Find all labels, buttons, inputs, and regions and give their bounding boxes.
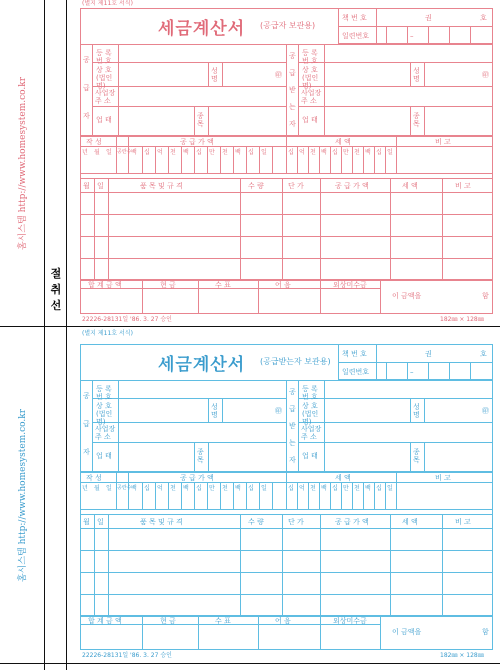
serial-cell	[386, 27, 387, 44]
digit-label: 백	[131, 485, 137, 492]
biz-item-label: 종 목	[197, 112, 204, 128]
cut-char: 절	[50, 267, 62, 280]
tax-digit-label: 천	[354, 149, 360, 156]
totals-header: 어 음	[275, 281, 291, 289]
item-table	[80, 178, 493, 280]
item-row	[80, 258, 493, 259]
digit-label: 일	[261, 149, 267, 156]
tax-digit-col	[363, 146, 364, 174]
digit-col	[220, 482, 221, 510]
tax-digit-col	[330, 482, 331, 510]
tax-digit-label: 십	[288, 149, 294, 156]
date-sub: 월	[94, 149, 100, 156]
address-label: 사업장 주 소	[95, 89, 116, 105]
serial-cell	[449, 27, 450, 44]
digit-col	[272, 146, 273, 174]
tax-digit-col	[374, 482, 375, 510]
party-row-line	[92, 86, 286, 87]
party-side-col	[92, 380, 93, 472]
cut-char: 선	[50, 299, 62, 312]
party-row-line	[92, 62, 286, 63]
tax-digit-label: 십	[376, 485, 382, 492]
cut-line-bottom	[0, 663, 500, 664]
buyer-address-label: 사업장 주 소	[301, 89, 322, 105]
digit-col	[272, 482, 273, 510]
tax-digit-col	[374, 146, 375, 174]
buyer-biz-item-label: 종 목	[413, 112, 420, 128]
digit-col	[233, 146, 234, 174]
buyer-address-label: 사업장 주 소	[301, 425, 322, 441]
digit-label: 십	[248, 149, 254, 156]
totals-header: 어 음	[275, 617, 291, 625]
digit-label: 백	[183, 149, 189, 156]
tax-digit-label: 백	[321, 149, 327, 156]
digit-col	[168, 482, 169, 510]
footer-note: 22226-28131일 '86. 3. 27 승인	[82, 316, 172, 323]
buyer-name-label: 상 호 (법인명)	[302, 66, 319, 90]
item-col-line	[94, 514, 95, 616]
serial-dash: –	[410, 368, 414, 376]
date-head: 작 성	[86, 138, 102, 146]
digit-label: 만	[209, 149, 215, 156]
digit-label: 백	[183, 485, 189, 492]
item-col-line	[320, 514, 321, 616]
item-col-line	[108, 178, 109, 280]
tax-digit-label: 천	[310, 485, 316, 492]
vertical-divider-2	[66, 0, 67, 670]
buyer-side-char: 는	[289, 103, 296, 111]
buyer-item-col	[410, 442, 411, 472]
tax-digit-col	[319, 146, 320, 174]
item-table-head	[80, 192, 493, 193]
ceo-col	[222, 62, 223, 86]
note-head: 비 고	[435, 474, 451, 482]
buyer-side-char: 자	[289, 120, 296, 128]
party-label-col	[324, 44, 325, 136]
digit-label: 십	[144, 149, 150, 156]
tax-digit-label: 십	[332, 149, 338, 156]
totals-header: 외상미수금	[333, 281, 367, 289]
totals-col	[320, 280, 321, 314]
tax-digit-label: 억	[299, 149, 305, 156]
totals-col	[380, 280, 381, 314]
date-head: 작 성	[86, 474, 102, 482]
biz-type-label: 업 태	[96, 452, 112, 460]
buyer-biz-type-label: 업 태	[302, 116, 318, 124]
tax-digit-col	[297, 482, 298, 510]
item-header: 세 액	[402, 182, 418, 190]
item-row	[80, 214, 493, 215]
party-side-col	[298, 44, 299, 136]
digit-col	[142, 146, 143, 174]
item-header: 비 고	[455, 518, 471, 526]
buyer-ceo-col	[424, 398, 425, 422]
totals-header: 수 표	[215, 617, 231, 625]
biz-type-label: 업 태	[96, 116, 112, 124]
totals-col	[198, 616, 199, 650]
tax-digit-col	[352, 482, 353, 510]
digit-label: 백	[235, 485, 241, 492]
vertical-divider-1	[44, 0, 45, 670]
receipt-text: 이 금액을	[392, 628, 422, 636]
digit-label: 억	[157, 149, 163, 156]
tax-digit-col	[352, 146, 353, 174]
invoice-title: 세금계산서	[158, 19, 246, 39]
item-header: 수 량	[248, 518, 264, 526]
buyer-item-col	[424, 106, 425, 136]
digit-label: 천	[222, 485, 228, 492]
tax-head: 세 액	[335, 474, 351, 482]
digit-label: 천	[170, 485, 176, 492]
buyer-side-char: 자	[289, 456, 296, 464]
party-label-col	[118, 380, 119, 472]
buyer-reg-no-label: 등 록 번 호	[302, 49, 318, 65]
item-header: 공 급 가 액	[335, 182, 369, 190]
item-col	[208, 106, 209, 136]
amount-col	[286, 136, 287, 174]
biz-item-label: 종 목	[197, 448, 204, 464]
receipt-text: 이 금액을	[392, 292, 422, 300]
cut-char: 취	[50, 283, 62, 296]
cut-line-top	[0, 326, 500, 327]
book-unit-2: 호	[480, 14, 487, 22]
buyer-ceo-label: 성 명	[413, 67, 420, 83]
item-col-line	[282, 178, 283, 280]
serial-cell	[407, 363, 408, 380]
tax-digit-label: 십	[288, 485, 294, 492]
item-col-line	[94, 178, 95, 280]
party-row-line	[298, 86, 493, 87]
tax-digit-label: 천	[310, 149, 316, 156]
digit-label: 천	[170, 149, 176, 156]
ceo-col	[222, 398, 223, 422]
tax-digit-col	[396, 146, 397, 174]
book-unit-1: 권	[425, 350, 432, 358]
item-table	[80, 514, 493, 616]
tax-digit-col	[308, 146, 309, 174]
item-row	[80, 594, 493, 595]
tax-digit-col	[341, 146, 342, 174]
side-label-text: 홈시스템 http://www.homesystem.co.kr	[18, 76, 29, 250]
size-note: 182㎜ × 128㎜	[440, 316, 484, 323]
digit-label: 백	[131, 149, 137, 156]
digit-col	[233, 482, 234, 510]
tax-invoice-supplier	[80, 0, 493, 326]
item-col-line	[108, 514, 109, 616]
tax-digit-label: 일	[387, 485, 393, 492]
tax-digit-col	[297, 146, 298, 174]
digit-col	[142, 482, 143, 510]
digit-col	[194, 482, 195, 510]
serial-cell	[428, 363, 429, 380]
digit-col	[155, 482, 156, 510]
supplier-side-char: 자	[83, 112, 90, 120]
digit-col	[194, 146, 195, 174]
item-header: 수 량	[248, 182, 264, 190]
item-col	[194, 442, 195, 472]
digit-col	[246, 482, 247, 510]
item-col-line	[442, 514, 443, 616]
totals-col	[198, 280, 199, 314]
buyer-side-char: 받	[289, 422, 296, 430]
receipt-end: 함	[482, 628, 489, 636]
buyer-side-char: 는	[289, 439, 296, 447]
tax-digit-col	[330, 146, 331, 174]
item-col-line	[282, 514, 283, 616]
tax-head: 세 액	[335, 138, 351, 146]
book-no-vdivider	[376, 8, 377, 44]
supplier-side-char: 공	[83, 392, 90, 400]
side-label-text: 홈시스템 http://www.homesystem.co.kr	[18, 408, 29, 582]
receipt-end: 함	[482, 292, 489, 300]
serial-label: 일련번호	[342, 32, 370, 40]
invoice-subtitle: (공급받는자 보관용)	[260, 357, 331, 366]
reg-no-label: 등 록 번 호	[96, 385, 112, 401]
tax-digit-label: 억	[299, 485, 305, 492]
totals-header: 합 계 금 액	[88, 281, 122, 289]
date-sub: 일	[106, 485, 112, 492]
party-row-line	[298, 422, 493, 423]
party-row-line	[298, 398, 493, 399]
seal-mark: ㊞	[275, 71, 282, 79]
tax-digit-col	[319, 482, 320, 510]
book-no-label: 책 번 호	[342, 350, 367, 358]
invoice-title: 세금계산서	[158, 355, 246, 375]
item-col-line	[390, 178, 391, 280]
totals-header: 외상미수금	[333, 617, 367, 625]
item-row	[80, 236, 493, 237]
totals-col	[142, 280, 143, 314]
header-note: (별지 제11호 서식)	[82, 330, 133, 337]
reg-no-label: 등 록 번 호	[96, 49, 112, 65]
book-unit-2: 호	[480, 350, 487, 358]
party-row-line	[92, 422, 286, 423]
digit-label: 일	[261, 485, 267, 492]
buyer-item-col	[410, 106, 411, 136]
item-col-line	[442, 178, 443, 280]
tax-digit-label: 천	[354, 485, 360, 492]
supplier-side-char: 자	[83, 448, 90, 456]
tax-digit-label: 만	[343, 149, 349, 156]
item-header: 단 가	[288, 182, 304, 190]
item-col	[208, 442, 209, 472]
amount-head: 공 급 가 액	[180, 138, 214, 146]
name-label: 상 호 (법인명)	[96, 402, 113, 426]
totals-col	[380, 616, 381, 650]
amount-col	[286, 472, 287, 510]
digit-label: 만	[209, 485, 215, 492]
date-sub: 년	[82, 485, 88, 492]
digit-col	[220, 146, 221, 174]
date-sub: 년	[82, 149, 88, 156]
totals-col	[320, 616, 321, 650]
buyer-biz-item-label: 종 목	[413, 448, 420, 464]
tax-digit-label: 백	[365, 149, 371, 156]
party-side-col	[298, 380, 299, 472]
header-note: (별지 제11호 서식)	[82, 0, 133, 7]
totals-header: 수 표	[215, 281, 231, 289]
item-header: 품 목 및 규 격	[140, 518, 183, 526]
ceo-col	[208, 62, 209, 86]
tax-invoice-buyer	[80, 330, 493, 662]
item-header: 월	[83, 182, 90, 190]
digit-col	[207, 146, 208, 174]
tax-digit-col	[363, 482, 364, 510]
supplier-side-char: 급	[83, 420, 90, 428]
tax-digit-col	[385, 146, 386, 174]
amount-head: 공 급 가 액	[180, 474, 214, 482]
item-row	[80, 550, 493, 551]
serial-label: 일련번호	[342, 368, 370, 376]
buyer-name-label: 상 호 (법인명)	[302, 402, 319, 426]
buyer-item-col	[424, 442, 425, 472]
party-row-line	[92, 398, 286, 399]
totals-col	[258, 280, 259, 314]
buyer-side-char: 공	[289, 388, 296, 396]
empty-label: 공란수	[117, 149, 132, 155]
digit-col	[181, 482, 182, 510]
tax-digit-label: 일	[387, 149, 393, 156]
totals-col	[258, 616, 259, 650]
item-col-line	[240, 514, 241, 616]
digit-label: 천	[222, 149, 228, 156]
footer-note: 22226-28131일 '86. 3. 27 승인	[82, 652, 172, 659]
tax-digit-label: 백	[321, 485, 327, 492]
note-head: 비 고	[435, 138, 451, 146]
item-header: 단 가	[288, 518, 304, 526]
party-mid	[286, 44, 287, 136]
buyer-ceo-col	[424, 62, 425, 86]
ceo-label: 성 명	[211, 67, 218, 83]
tax-digit-col	[308, 482, 309, 510]
side-label-top	[0, 0, 44, 326]
digit-label: 십	[248, 485, 254, 492]
item-col-line	[320, 178, 321, 280]
party-row-line	[92, 106, 286, 107]
empty-label: 공란수	[117, 485, 132, 491]
item-col	[194, 106, 195, 136]
buyer-side-char: 받	[289, 86, 296, 94]
tax-digit-label: 십	[376, 149, 382, 156]
supplier-side-char: 급	[83, 84, 90, 92]
item-row	[80, 572, 493, 573]
buyer-side-char: 공	[289, 52, 296, 60]
tax-digit-col	[396, 482, 397, 510]
buyer-side-char: 급	[289, 405, 296, 413]
digit-label: 억	[157, 485, 163, 492]
buyer-reg-no-label: 등 록 번 호	[302, 385, 318, 401]
buyer-ceo-col	[410, 62, 411, 86]
book-unit-1: 권	[425, 14, 432, 22]
totals-col	[142, 616, 143, 650]
digit-col	[181, 146, 182, 174]
serial-dash: –	[410, 32, 414, 40]
digit-col	[259, 482, 260, 510]
buyer-side-char: 급	[289, 69, 296, 77]
party-label-col	[118, 44, 119, 136]
totals-header: 합 계 금 액	[88, 617, 122, 625]
item-header: 품 목 및 규 격	[140, 182, 183, 190]
tax-digit-label: 십	[332, 485, 338, 492]
item-col-line	[240, 178, 241, 280]
party-side-col	[92, 44, 93, 136]
item-header: 일	[97, 182, 104, 190]
totals-header: 현 금	[160, 617, 176, 625]
item-col-line	[390, 514, 391, 616]
size-note: 182㎜ × 128㎜	[440, 652, 484, 659]
digit-col	[246, 146, 247, 174]
digit-label: 백	[235, 149, 241, 156]
digit-col	[168, 146, 169, 174]
serial-cell	[470, 27, 471, 44]
serial-cell	[428, 27, 429, 44]
serial-cell	[470, 363, 471, 380]
buyer-seal-mark: ㊞	[482, 407, 489, 415]
seal-mark: ㊞	[275, 407, 282, 415]
side-label-bottom	[0, 327, 44, 663]
ceo-col	[208, 398, 209, 422]
buyer-seal-mark: ㊞	[482, 71, 489, 79]
party-row-line	[298, 106, 493, 107]
invoice-subtitle: (공급자 보관용)	[260, 21, 316, 30]
tax-digit-label: 만	[343, 485, 349, 492]
digit-col	[259, 146, 260, 174]
buyer-ceo-label: 성 명	[413, 403, 420, 419]
date-sub: 일	[106, 149, 112, 156]
serial-cell	[449, 363, 450, 380]
item-header: 세 액	[402, 518, 418, 526]
tax-digit-col	[341, 482, 342, 510]
party-label-col	[324, 380, 325, 472]
buyer-ceo-col	[410, 398, 411, 422]
item-table-head	[80, 528, 493, 529]
ceo-label: 성 명	[211, 403, 218, 419]
buyer-biz-type-label: 업 태	[302, 452, 318, 460]
item-header: 일	[97, 518, 104, 526]
digit-label: 십	[144, 485, 150, 492]
date-sub: 월	[94, 485, 100, 492]
totals-header: 현 금	[160, 281, 176, 289]
cut-line-label	[47, 266, 65, 314]
party-row-line	[298, 442, 493, 443]
item-header: 공 급 가 액	[335, 518, 369, 526]
item-header: 비 고	[455, 182, 471, 190]
tax-digit-col	[385, 482, 386, 510]
party-row-line	[92, 442, 286, 443]
item-header: 월	[83, 518, 90, 526]
digit-col	[155, 146, 156, 174]
address-label: 사업장 주 소	[95, 425, 116, 441]
party-row-line	[298, 62, 493, 63]
tax-digit-label: 백	[365, 485, 371, 492]
party-mid	[286, 380, 287, 472]
serial-cell	[407, 27, 408, 44]
serial-cell	[386, 363, 387, 380]
book-no-vdivider	[376, 344, 377, 380]
supplier-side-char: 공	[83, 56, 90, 64]
digit-col	[207, 482, 208, 510]
name-label: 상 호 (법인명)	[96, 66, 113, 90]
book-no-label: 책 번 호	[342, 14, 367, 22]
digit-label: 십	[196, 149, 202, 156]
digit-label: 십	[196, 485, 202, 492]
